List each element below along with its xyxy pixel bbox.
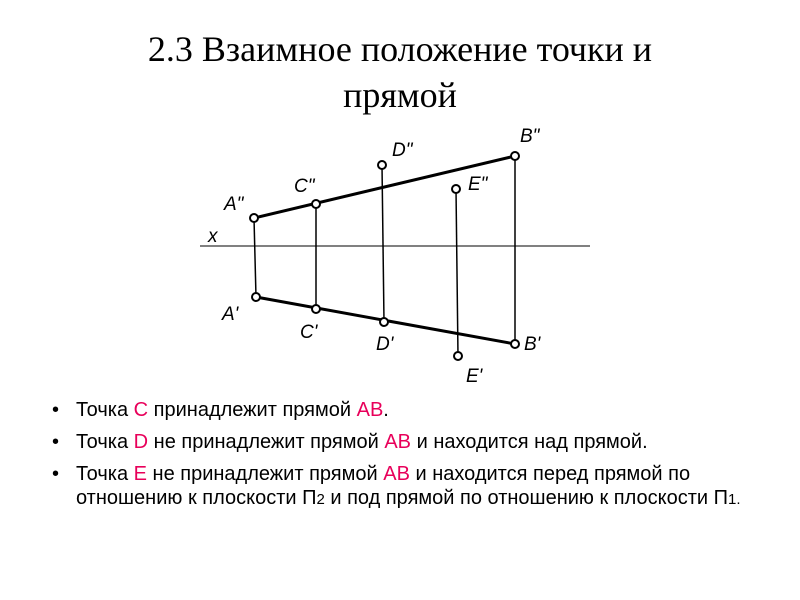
- highlight-line: AB: [384, 431, 412, 453]
- label-c1: C': [300, 322, 318, 343]
- highlight-point: C: [133, 399, 149, 421]
- point-b2: [511, 152, 519, 160]
- label-a1: A': [222, 304, 239, 325]
- highlight-line: AB: [356, 399, 384, 421]
- plane-index: 2: [316, 491, 325, 508]
- label-a2: A": [224, 194, 244, 215]
- bullet-item-d: [52, 430, 752, 454]
- plane-index: 1.: [727, 491, 741, 508]
- title-line-1: 2.3 Взаимное положение точки и: [147, 29, 653, 69]
- label-d2: D": [392, 140, 413, 161]
- label-c2: C": [294, 176, 315, 197]
- highlight-point: E: [133, 463, 147, 485]
- point-e1: [454, 352, 462, 360]
- label-b2: B": [520, 126, 540, 147]
- label-e2: E": [468, 174, 488, 195]
- bullet-item-e: [52, 462, 752, 512]
- bullet-text: Точка: [76, 463, 134, 485]
- label-b1: B': [524, 334, 541, 355]
- bullet-text: не принадлежит прямой: [148, 431, 385, 453]
- point-a1: [252, 293, 260, 301]
- projection-svg: [190, 118, 590, 393]
- point-d1: [380, 318, 388, 326]
- point-b1: [511, 340, 519, 348]
- bullet-item-c: [52, 398, 752, 422]
- highlight-point: D: [133, 431, 149, 453]
- link-e: [456, 189, 458, 356]
- bullet-text: принадлежит прямой: [148, 399, 357, 421]
- point-d2: [378, 161, 386, 169]
- label-e1: E': [466, 366, 483, 387]
- title-line-2: прямой: [343, 75, 457, 115]
- bullet-text: .: [383, 399, 389, 421]
- bullet-list: [52, 398, 752, 520]
- label-d1: D': [376, 334, 394, 355]
- point-e2: [452, 185, 460, 193]
- bullet-text: не принадлежит прямой: [146, 463, 384, 485]
- point-c2: [312, 200, 320, 208]
- bullet-text: и находится перед прямой по отношению к плоскости П: [76, 463, 691, 509]
- bullet-text: и находится над прямой.: [411, 431, 648, 453]
- bullet-text: и под прямой по отношению к плоскости П: [324, 487, 728, 509]
- link-a: [254, 218, 256, 297]
- bullet-text: Точка: [76, 431, 134, 453]
- projection-diagram: [190, 118, 590, 393]
- point-c1: [312, 305, 320, 313]
- bullet-text: Точка: [76, 399, 134, 421]
- axis-label-x: x: [208, 226, 218, 247]
- slide-title: [60, 26, 740, 118]
- highlight-line: AB: [383, 463, 410, 485]
- point-a2: [250, 214, 258, 222]
